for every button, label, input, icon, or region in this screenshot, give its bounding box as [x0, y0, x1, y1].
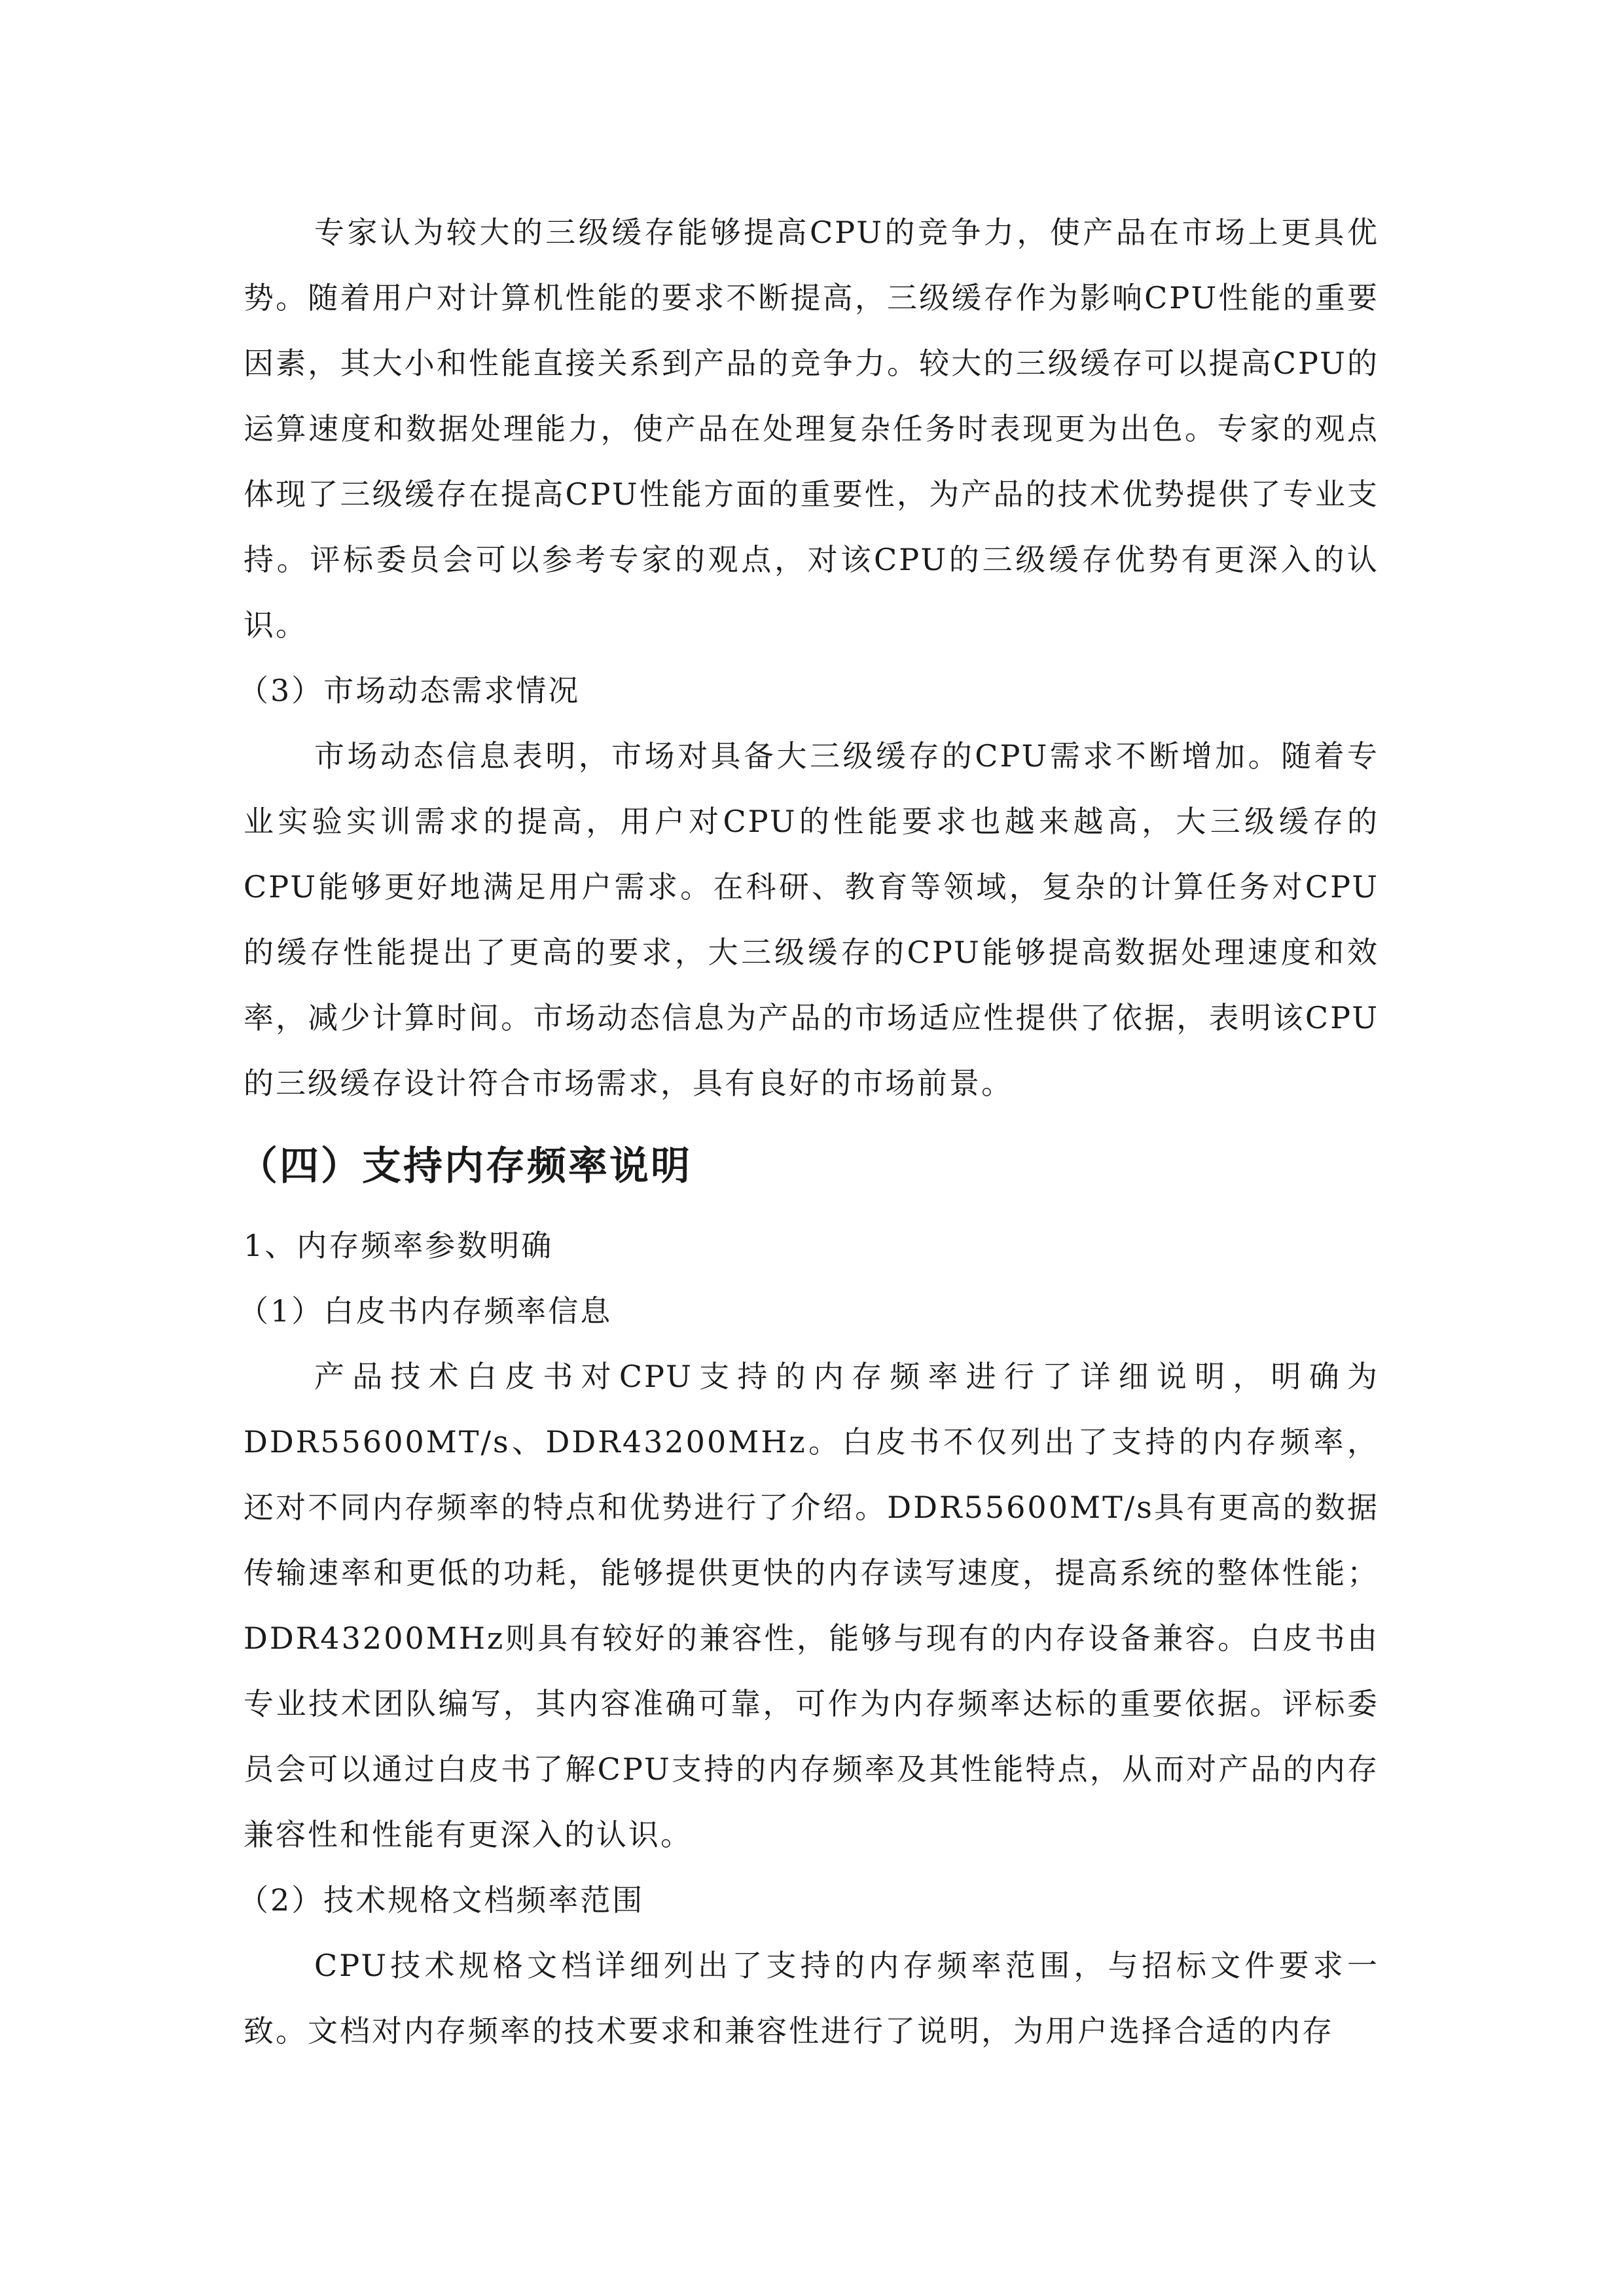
whitepaper-subheading: （1）白皮书内存频率信息 — [238, 1293, 613, 1329]
market-demand-paragraph: 市场动态信息表明，市场对具备大三级缓存的CPU需求不断增加。随着专业实验实训需求的提高，用户对CPU的性能要求也越来越高，大三级缓存的CPU能够更好地满足用户需求。在科研、教育等领域，复杂的计算任务对CPU的缓存性能提出了更高的要求，大三级缓存的CPU能够提高数据处理速度和效率，减少计算时间。市场动态信息为产品的市场适应性提供了依据，表明该CPU的三级缓存设计符合市场需求，具有良好的市场前景。 — [244, 738, 1379, 1101]
memory-frequency-section-heading: （四）支持内存频率说明 — [238, 1143, 692, 1189]
spec-document-subheading: （2）技术规格文档频率范围 — [238, 1882, 645, 1918]
memory-frequency-item-1: 1、内存频率参数明确 — [244, 1228, 554, 1263]
expert-opinion-paragraph: 专家认为较大的三级缓存能够提高CPU的竞争力，使产品在市场上更具优势。随着用户对计算机性能的要求不断提高，三级缓存作为影响CPU性能的重要因素，其大小和性能直接关系到产品的竞争力。较大的三级缓存可以提高CPU的运算速度和数据处理能力，使产品在处理复杂任务时表现更为出色。专家的观点体现了三级缓存在提高CPU性能方面的重要性，为产品的技术优势提供了专业支持。评标委员会可以参考专家的观点，对该CPU的三级缓存优势有更深入的认识。 — [244, 215, 1379, 643]
document-body — [238, 200, 1379, 2064]
whitepaper-paragraph: 产品技术白皮书对CPU支持的内存频率进行了详细说明，明确为DDR55600MT/s、DDR43200MHz。白皮书不仅列出了支持的内存频率，还对不同内存频率的特点和优势进行了介绍。DDR55600MT/s具有更高的数据传输速率和更低的功耗，能够提供更快的内存读写速度，提高系统的整体性能；DDR43200MHz则具有较好的兼容性，能够与现有的内存设备兼容。白皮书由专业技术团队编写，其内容准确可靠，可作为内存频率达标的重要依据。评标委员会可以通过白皮书了解CPU支持的内存频率及其性能特点，从而对产品的内存兼容性和性能有更深入的认识。 — [244, 1359, 1379, 1852]
spec-document-paragraph: CPU技术规格文档详细列出了支持的内存频率范围，与招标文件要求一致。文档对内存频率的技术要求和兼容性进行了说明，为用户选择合适的内存 — [244, 1948, 1379, 2049]
market-demand-subheading: （3）市场动态需求情况 — [238, 673, 581, 708]
